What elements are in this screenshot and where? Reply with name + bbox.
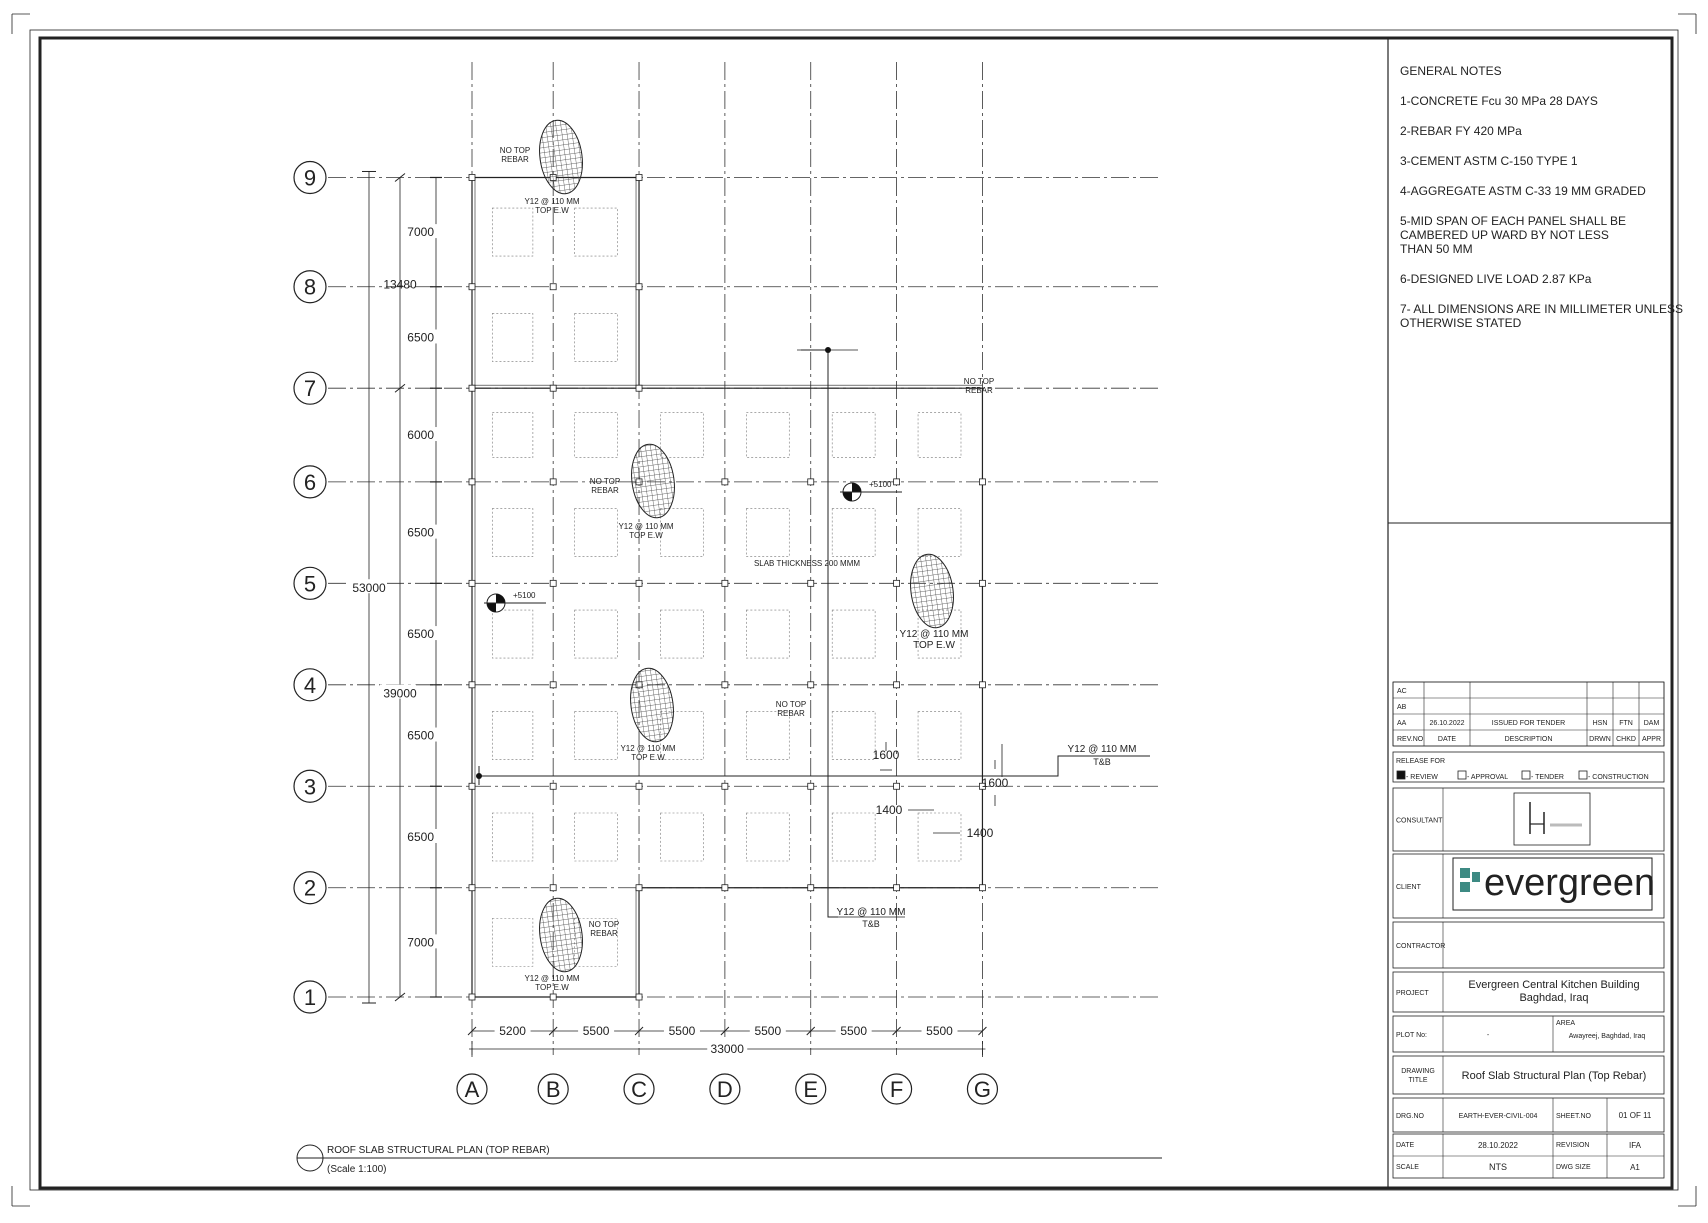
column [469, 885, 475, 891]
panel-box [492, 918, 533, 966]
note-line: 6-DESIGNED LIVE LOAD 2.87 KPa [1400, 272, 1592, 286]
panel-box [575, 712, 618, 760]
rebar-note: TOP E.W [629, 531, 663, 540]
row-bubble-label: 8 [303, 274, 317, 300]
row-bubble-label: 6 [303, 469, 317, 495]
column [469, 284, 475, 290]
column [636, 284, 642, 290]
no-top-rebar-note: REBAR [777, 709, 805, 718]
row-dim-label: 6500 [407, 627, 434, 642]
row-dim-label: 7000 [407, 225, 434, 240]
col-dim-label: 5500 [926, 1024, 953, 1038]
row-bubble-label: 4 [303, 672, 317, 698]
rev-cell: FTN [1619, 720, 1633, 727]
column [722, 580, 728, 586]
plan-scale-text: (Scale 1:100) [327, 1164, 387, 1175]
column [636, 885, 642, 891]
rebar-note: TOP E.W [631, 753, 665, 762]
column [636, 580, 642, 586]
row-bubble-label: 5 [303, 571, 317, 597]
rev-cell: AB [1397, 704, 1407, 711]
rebar-note: Y12 @ 110 MM [524, 197, 580, 206]
tb-note: Y12 @ 110 MM [836, 907, 906, 918]
panel-box [746, 610, 789, 658]
rev-cell: DRWN [1589, 736, 1611, 743]
panel-box [575, 313, 618, 361]
rev-cell: DESCRIPTION [1504, 736, 1553, 743]
client-logo-mark [1460, 868, 1470, 878]
panel-box [660, 610, 703, 658]
tb-dot [825, 347, 831, 353]
column [550, 682, 556, 688]
panel-box [832, 610, 875, 658]
panel-box [492, 413, 533, 458]
row-dim-label: 7000 [407, 935, 434, 950]
panel-box [832, 813, 875, 861]
panel-box [660, 509, 703, 557]
rev-cell: REV.NO [1397, 736, 1424, 743]
detail-dim: 1600 [981, 776, 1009, 790]
rev-cell: APPR [1641, 736, 1662, 743]
no-top-rebar-note: NO TOP [589, 477, 621, 486]
panel-box [660, 813, 703, 861]
detail-dimensions [873, 742, 1009, 840]
client-logo-mark [1472, 872, 1480, 882]
column [550, 284, 556, 290]
column [636, 994, 642, 1000]
panel-box [746, 712, 789, 760]
panel-box [492, 313, 533, 361]
col-bubble-label: F [889, 1077, 904, 1102]
column [808, 580, 814, 586]
panel-box [575, 509, 618, 557]
note-line: 4-AGGREGATE ASTM C-33 19 MM GRADED [1400, 184, 1646, 198]
column [469, 385, 475, 391]
release-checkbox [1579, 771, 1587, 779]
upper-height-label: 13480 [383, 277, 417, 292]
column [636, 385, 642, 391]
slab-outline [472, 177, 982, 997]
column [722, 885, 728, 891]
column [808, 885, 814, 891]
drawing-title-label: TITLE [1408, 1077, 1428, 1084]
col-bubble-label: C [631, 1077, 647, 1102]
panel-box [918, 413, 961, 458]
col-dim-label: 5500 [754, 1024, 782, 1038]
column [550, 479, 556, 485]
tb-bar [479, 756, 1150, 776]
slab-edge [472, 177, 982, 997]
column [722, 479, 728, 485]
release-checkbox [1397, 771, 1405, 779]
note-line: 7- ALL DIMENSIONS ARE IN MILLIMETER UNLESS [1400, 302, 1683, 316]
panel-box [575, 208, 618, 256]
total-width-label: 33000 [710, 1042, 744, 1056]
level-symbol-fill [487, 603, 496, 612]
dimensions [349, 171, 986, 1057]
inner-border [40, 38, 1672, 1188]
panel-box [492, 509, 533, 557]
rev-cell: HSN [1592, 720, 1608, 727]
panel-box [492, 813, 533, 861]
release-option: - TENDER [1531, 774, 1564, 781]
plan-title-text: ROOF SLAB STRUCTURAL PLAN (TOP REBAR) [327, 1145, 550, 1156]
no-top-rebar-note: NO TOP [775, 700, 807, 709]
no-top-rebar-note: NO TOP [588, 920, 620, 929]
column [550, 385, 556, 391]
rev-cell: CHKD [1616, 736, 1636, 743]
column [894, 580, 900, 586]
row-dim-label: 6500 [407, 829, 434, 844]
rev-cell: AC [1397, 688, 1407, 695]
plot-value: - [1486, 1032, 1490, 1039]
rebar-note: Y12 @ 110 MM [899, 629, 969, 640]
no-top-rebar-note: REBAR [501, 155, 529, 164]
panel-box [746, 813, 789, 861]
structural-grid [328, 62, 1160, 1055]
release-label: RELEASE FOR [1396, 758, 1446, 765]
column [469, 783, 475, 789]
tb-rebar [476, 347, 1150, 929]
column [550, 580, 556, 586]
release-checkbox [1522, 771, 1530, 779]
rebar-note: TOP E.W [913, 640, 955, 651]
lower-height-label: 39000 [383, 686, 417, 701]
panel-box [492, 712, 533, 760]
row-dim-label: 6000 [407, 428, 434, 443]
project-line: Baghdad, Iraq [1519, 992, 1589, 1004]
col-bubble-label: B [545, 1077, 561, 1102]
row-dim-label: 6500 [407, 728, 434, 743]
release-checkbox [1458, 771, 1466, 779]
level-value: +5100 [869, 480, 892, 489]
row-bubble-label: 7 [303, 376, 317, 402]
col-bubble-label: A [464, 1077, 480, 1102]
release-option: - APPROVAL [1467, 774, 1509, 781]
hatched-patch [906, 551, 958, 630]
no-top-rebar-note: REBAR [591, 486, 619, 495]
level-value: +5100 [513, 591, 536, 600]
panel-box [832, 413, 875, 458]
total-height-label: 53000 [352, 581, 386, 596]
contractor-label: CONTRACTOR [1396, 943, 1446, 950]
area-value: Awayreej, Baghdad, Iraq [1568, 1033, 1646, 1040]
slab-thickness-note: SLAB THICKNESS 200 MMM [753, 559, 861, 568]
column [979, 885, 985, 891]
panel-box [918, 509, 961, 557]
note-line: 5-MID SPAN OF EACH PANEL SHALL BE [1400, 214, 1627, 228]
consultant-label: CONSULTANT [1396, 817, 1443, 825]
column [894, 885, 900, 891]
grid-bubbles [294, 161, 997, 1104]
row-bubble-label: 3 [303, 774, 317, 800]
drawing-title-label: DRAWING [1401, 1068, 1435, 1075]
hatched-patch [535, 117, 587, 196]
no-top-rebar-note: NO TOP [963, 377, 995, 386]
row-dim-label: 6500 [407, 525, 434, 540]
panel-box [832, 509, 875, 557]
column [469, 580, 475, 586]
client-logo-text: evergreen [1484, 862, 1656, 904]
detail-dim: 1600 [872, 748, 900, 762]
panel-box [832, 712, 875, 760]
column [808, 682, 814, 688]
column [979, 580, 985, 586]
client-label: CLIENT [1396, 884, 1421, 891]
col-bubble-label: D [716, 1077, 733, 1102]
column [469, 682, 475, 688]
project-label: PROJECT [1396, 990, 1429, 997]
date-value: 28.10.2022 [1477, 1141, 1519, 1150]
panel-box [492, 208, 533, 256]
tb-note: Y12 @ 110 MM [1067, 744, 1137, 755]
panel-box [575, 413, 618, 458]
rebar-note: Y12 @ 110 MM [620, 744, 676, 753]
hatched-patch [535, 895, 587, 974]
column [722, 783, 728, 789]
level-symbol-fill [852, 483, 861, 492]
rebar-note: TOP E.W [535, 983, 569, 992]
general-notes [1400, 64, 1683, 330]
panel-box [746, 509, 789, 557]
rev-cell: ISSUED FOR TENDER [1491, 720, 1566, 727]
release-option: - REVIEW [1406, 774, 1438, 781]
scale-value: NTS [1489, 1162, 1507, 1172]
col-dim-label: 5200 [499, 1024, 526, 1038]
col-dim-label: 5500 [582, 1024, 610, 1038]
column [894, 682, 900, 688]
row-dim-label: 6500 [407, 330, 434, 345]
rev-cell: 26.10.2022 [1429, 720, 1465, 727]
tb-note: T&B [862, 919, 880, 929]
drawing-title-value: Roof Slab Structural Plan (Top Rebar) [1461, 1070, 1647, 1082]
no-top-rebar-note: REBAR [590, 929, 618, 938]
detail-dim: 1400 [875, 803, 903, 817]
column [550, 994, 556, 1000]
column [808, 783, 814, 789]
note-line: 3-CEMENT ASTM C-150 TYPE 1 [1400, 154, 1578, 168]
note-line: CAMBERED UP WARD BY NOT LESS [1400, 228, 1609, 242]
tb-note: T&B [1093, 757, 1111, 767]
drg-no-value: EARTH-EVER-CIVIL-004 [1458, 1113, 1538, 1120]
level-symbol-fill [843, 492, 852, 501]
title-block [1393, 682, 1664, 1178]
note-line: 1-CONCRETE Fcu 30 MPa 28 DAYS [1400, 94, 1598, 108]
notes-title: GENERAL NOTES [1400, 64, 1502, 78]
rebar-note: Y12 @ 110 MM [524, 974, 580, 983]
column [469, 994, 475, 1000]
panel-box [918, 712, 961, 760]
tb-dot [476, 773, 482, 779]
scale-label: SCALE [1396, 1164, 1419, 1171]
dwg-size-label: DWG SIZE [1556, 1164, 1591, 1171]
project-line: Evergreen Central Kitchen Building [1468, 979, 1640, 991]
column [636, 174, 642, 180]
hatched-patch [626, 665, 678, 744]
client-logo-mark [1460, 882, 1470, 892]
row-bubble-label: 2 [303, 875, 317, 901]
dwg-size-value: A1 [1630, 1163, 1640, 1172]
no-top-rebar-note: NO TOP [499, 146, 531, 155]
column-markers [469, 174, 985, 1000]
column [469, 174, 475, 180]
col-dim-label: 5500 [668, 1024, 696, 1038]
column [979, 479, 985, 485]
revision-label: REVISION [1556, 1142, 1590, 1149]
row-bubble-label: 1 [303, 985, 317, 1010]
col-bubble-label: E [803, 1077, 819, 1102]
plot-label: PLOT No: [1396, 1032, 1427, 1039]
column [550, 885, 556, 891]
panel-box [660, 413, 703, 458]
detail-dim: 1400 [966, 826, 994, 840]
note-line: OTHERWISE STATED [1400, 316, 1522, 330]
column [722, 682, 728, 688]
column [979, 682, 985, 688]
hatched-patch [627, 441, 679, 520]
rebar-note: TOP E.W [535, 206, 569, 215]
drg-no-label: DRG.NO [1396, 1113, 1424, 1120]
plan-title [297, 1145, 1162, 1175]
column [636, 783, 642, 789]
rev-cell: AA [1397, 720, 1407, 727]
column [808, 479, 814, 485]
panel-box [918, 813, 961, 861]
note-line: THAN 50 MM [1400, 242, 1473, 256]
rev-cell: DATE [1437, 736, 1457, 743]
no-top-rebar-note: REBAR [965, 386, 993, 395]
area-label: AREA [1556, 1020, 1576, 1027]
level-symbol-fill [496, 594, 505, 603]
release-option: - CONSTRUCTION [1588, 774, 1649, 781]
column [469, 479, 475, 485]
date-label: DATE [1396, 1142, 1415, 1149]
panel-box [575, 610, 618, 658]
row-bubble-label: 9 [303, 165, 317, 191]
level-marks [484, 480, 902, 612]
sheet-no-value: 01 OF 11 [1618, 1111, 1652, 1120]
sheet-no-label: SHEET.NO [1556, 1113, 1592, 1120]
panel-boxes [492, 208, 961, 966]
column [894, 479, 900, 485]
note-line: 2-REBAR FY 420 MPa [1400, 124, 1522, 138]
rev-cell: DAM [1643, 720, 1660, 727]
col-dim-label: 5500 [840, 1024, 868, 1038]
consultant-logo-frame [1514, 793, 1590, 845]
panel-box [492, 610, 533, 658]
panel-box [746, 413, 789, 458]
column [894, 783, 900, 789]
revision-value: IFA [1628, 1141, 1642, 1150]
col-bubble-label: G [973, 1077, 992, 1102]
panel-box [575, 813, 618, 861]
column [550, 783, 556, 789]
rebar-note: Y12 @ 110 MM [618, 522, 674, 531]
